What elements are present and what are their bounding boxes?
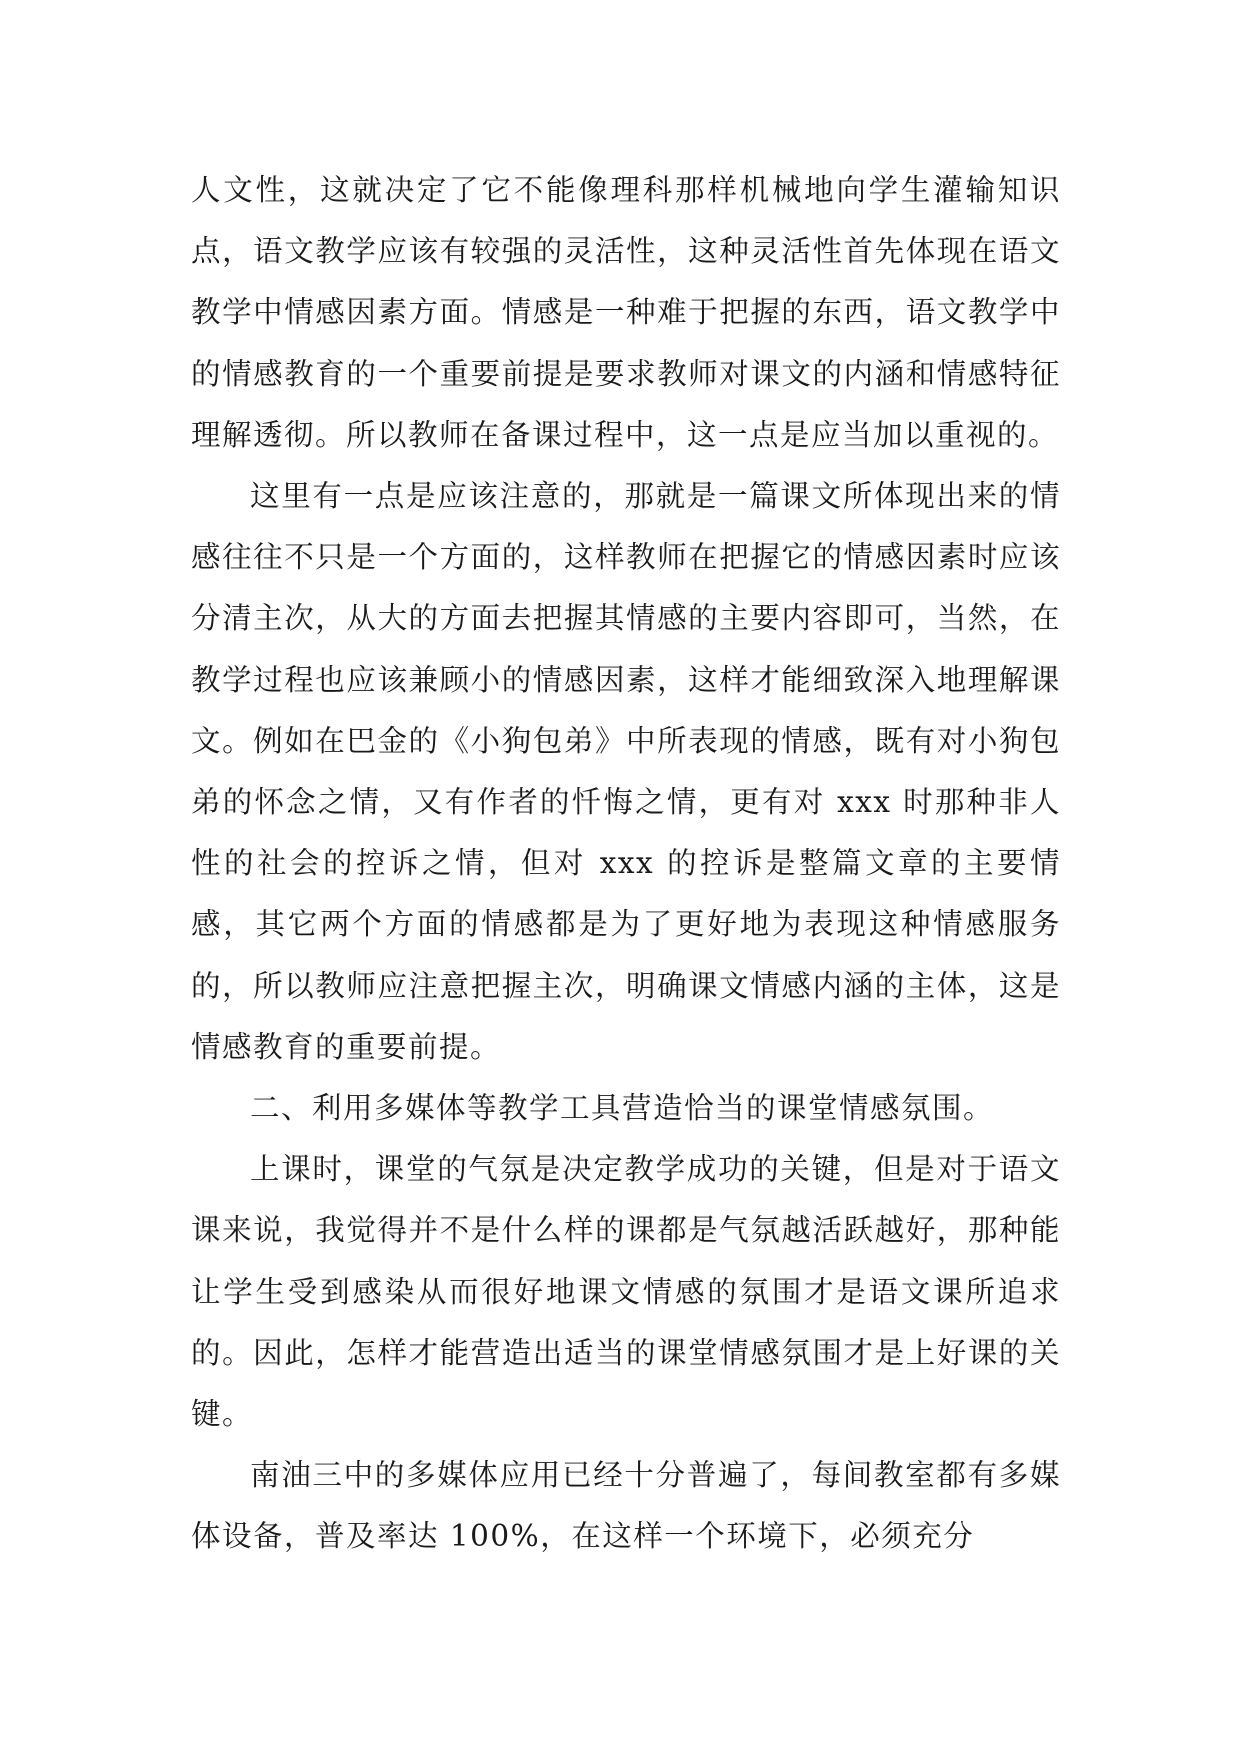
body-paragraph: 上课时，课堂的气氛是决定教学成功的关键，但是对于语文课来说，我觉得并不是什么样的课都是气氛越活跃越好，那种能让学生受到感染从而很好地课文情感的氛围才是语文课所追求的。因此，怎样才能营造出适当的课堂情感氛围才是上好课的关键。 (191, 1152, 1061, 1432)
body-paragraph: 南油三中的多媒体应用已经十分普遍了，每间教室都有多媒体设备，普及率达 100%，在这样一个环境下，必须充分 (191, 1458, 1061, 1554)
document-page (191, 160, 1061, 1568)
section-heading: 二、利用多媒体等教学工具营造恰当的课堂情感氛围。 (250, 1091, 995, 1126)
body-paragraph: 人文性，这就决定了它不能像理科那样机械地向学生灌输知识点，语文教学应该有较强的灵活性，这种灵活性首先体现在语文教学中情感因素方面。情感是一种难于把握的东西，语文教学中的情感教育的一个重要前提是要求教师对课文的内涵和情感特征理解透彻。所以教师在备课过程中，这一点是应当加以重视的。 (191, 173, 1061, 452)
body-paragraph: 这里有一点是应该注意的，那就是一篇课文所体现出来的情感往往不只是一个方面的，这样教师在把握它的情感因素时应该分清主次，从大的方面去把握其情感的主要内容即可，当然，在教学过程也应该兼顾小的情感因素，这样才能细致深入地理解课文。例如在巴金的《小狗包弟》中所表现的情感，既有对小狗包弟的怀念之情，又有作者的忏悔之情，更有对 xxx 时那种非人性的社会的控诉之情，但对 xxx 的控诉是整篇文章的主要情感，其它两个方面的情感都是为了更好地为表现这种情感服务的，所以教师应注意把握主次，明确课文情感内涵的主体，这是情感教育的重要前提。 (191, 479, 1061, 1064)
